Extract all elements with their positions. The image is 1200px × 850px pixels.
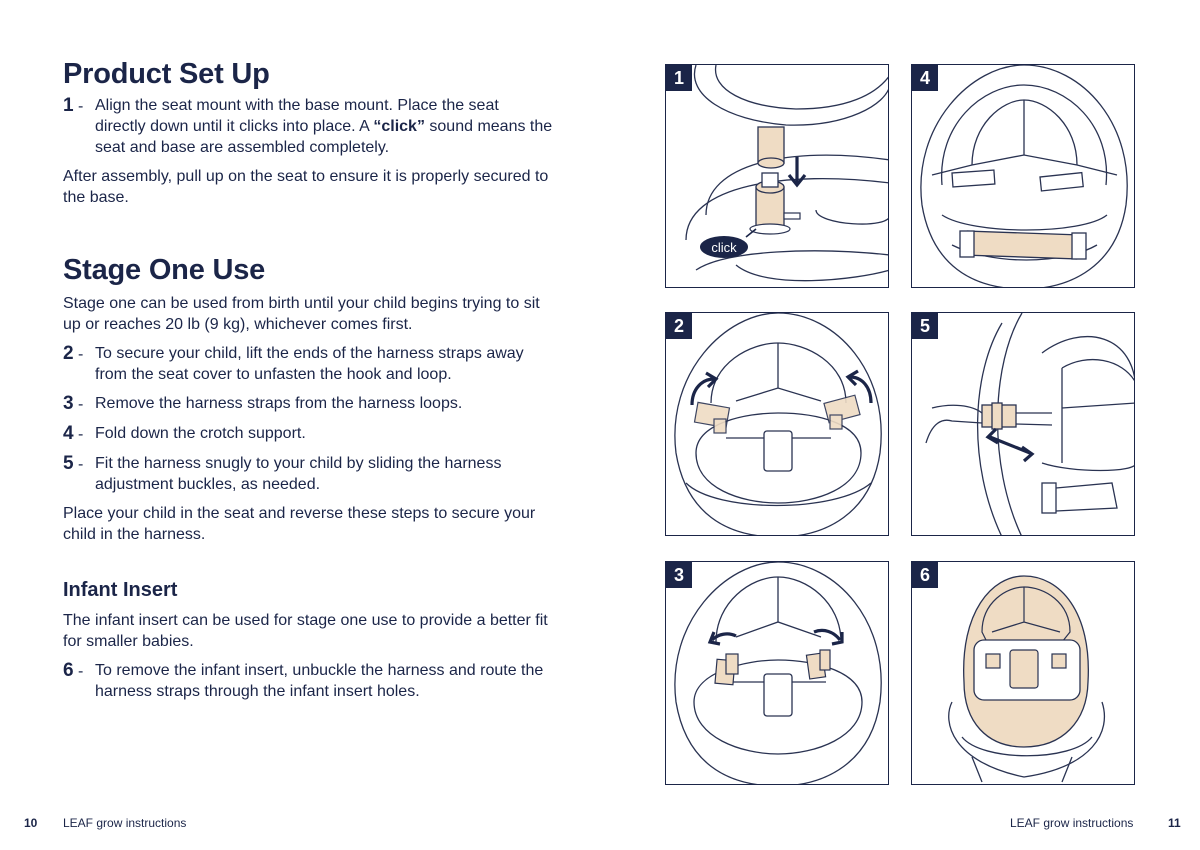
figure-panel-1 — [665, 64, 889, 288]
crotch-support-illustration — [912, 65, 1135, 288]
step-2: 2 - To secure your child, lift the ends of the harness straps away from the seat cover to unfasten the hook and loop. — [63, 343, 524, 383]
figure-panel-3 — [665, 561, 889, 785]
panel-label-4: 4 — [912, 65, 938, 91]
stage-one-intro: Stage one can be used from birth until your child begins trying to sit up or reaches 20 lb (9 kg), whichever comes first. — [63, 295, 540, 333]
panel-label-3: 3 — [666, 562, 692, 588]
stage-one-heading: Stage One Use — [63, 254, 266, 286]
right-footer-text: LEAF grow instructions — [1010, 816, 1134, 830]
harness-straps-illustration — [666, 313, 889, 536]
click-label: click — [711, 240, 737, 255]
step-6: 6 - To remove the infant insert, unbuckle the harness and route the harness straps through the infant insert holes. — [63, 660, 544, 700]
figure-panel-6 — [911, 561, 1135, 785]
panel-label-1: 1 — [666, 65, 692, 91]
step-1-text: Align the seat mount with the base mount. Place the seat directly down until it clicks into place. A “click” sound means the seat and base are assembled completely. — [95, 97, 553, 156]
panel-label-6: 6 — [912, 562, 938, 588]
panel-label-5: 5 — [912, 313, 938, 339]
buckle-adjust-illustration — [912, 313, 1135, 536]
left-page-number: 10 — [24, 816, 38, 830]
right-page-number: 11 — [1168, 816, 1181, 830]
infant-insert-illustration — [912, 562, 1135, 785]
instructions-column — [63, 58, 553, 710]
infant-insert-intro: The infant insert can be used for stage one use to provide a better fit for smaller babies. — [63, 612, 548, 650]
left-footer-text: LEAF grow instructions — [63, 816, 187, 830]
figure-panel-5 — [911, 312, 1135, 536]
harness-loops-illustration — [666, 562, 889, 785]
figure-panel-2 — [665, 312, 889, 536]
after-assembly-text: After assembly, pull up on the seat to ensure it is properly secured to the base. — [63, 168, 549, 206]
product-setup-heading: Product Set Up — [63, 58, 270, 90]
panel-label-2: 2 — [666, 313, 692, 339]
stage-one-outro: Place your child in the seat and reverse these steps to secure your child in the harness. — [63, 505, 536, 543]
step-1: 1 - Align the seat mount with the base mount. Place the seat directly down until it clicks into place. A “click” sound means the seat and base are assembled completely. — [63, 95, 553, 156]
step-3: 3 - Remove the harness straps from the harness loops. — [63, 393, 463, 414]
step-5: 5 - Fit the harness snugly to your child by sliding the harness adjustment buckles, as needed. — [63, 453, 502, 493]
seat-mount-illustration — [666, 65, 889, 288]
step-4: 4 - Fold down the crotch support. — [63, 423, 306, 444]
step-1-number: 1 — [63, 95, 74, 116]
figure-panel-4 — [911, 64, 1135, 288]
click-emphasis: “click” — [373, 118, 425, 135]
infant-insert-heading: Infant Insert — [63, 579, 178, 601]
